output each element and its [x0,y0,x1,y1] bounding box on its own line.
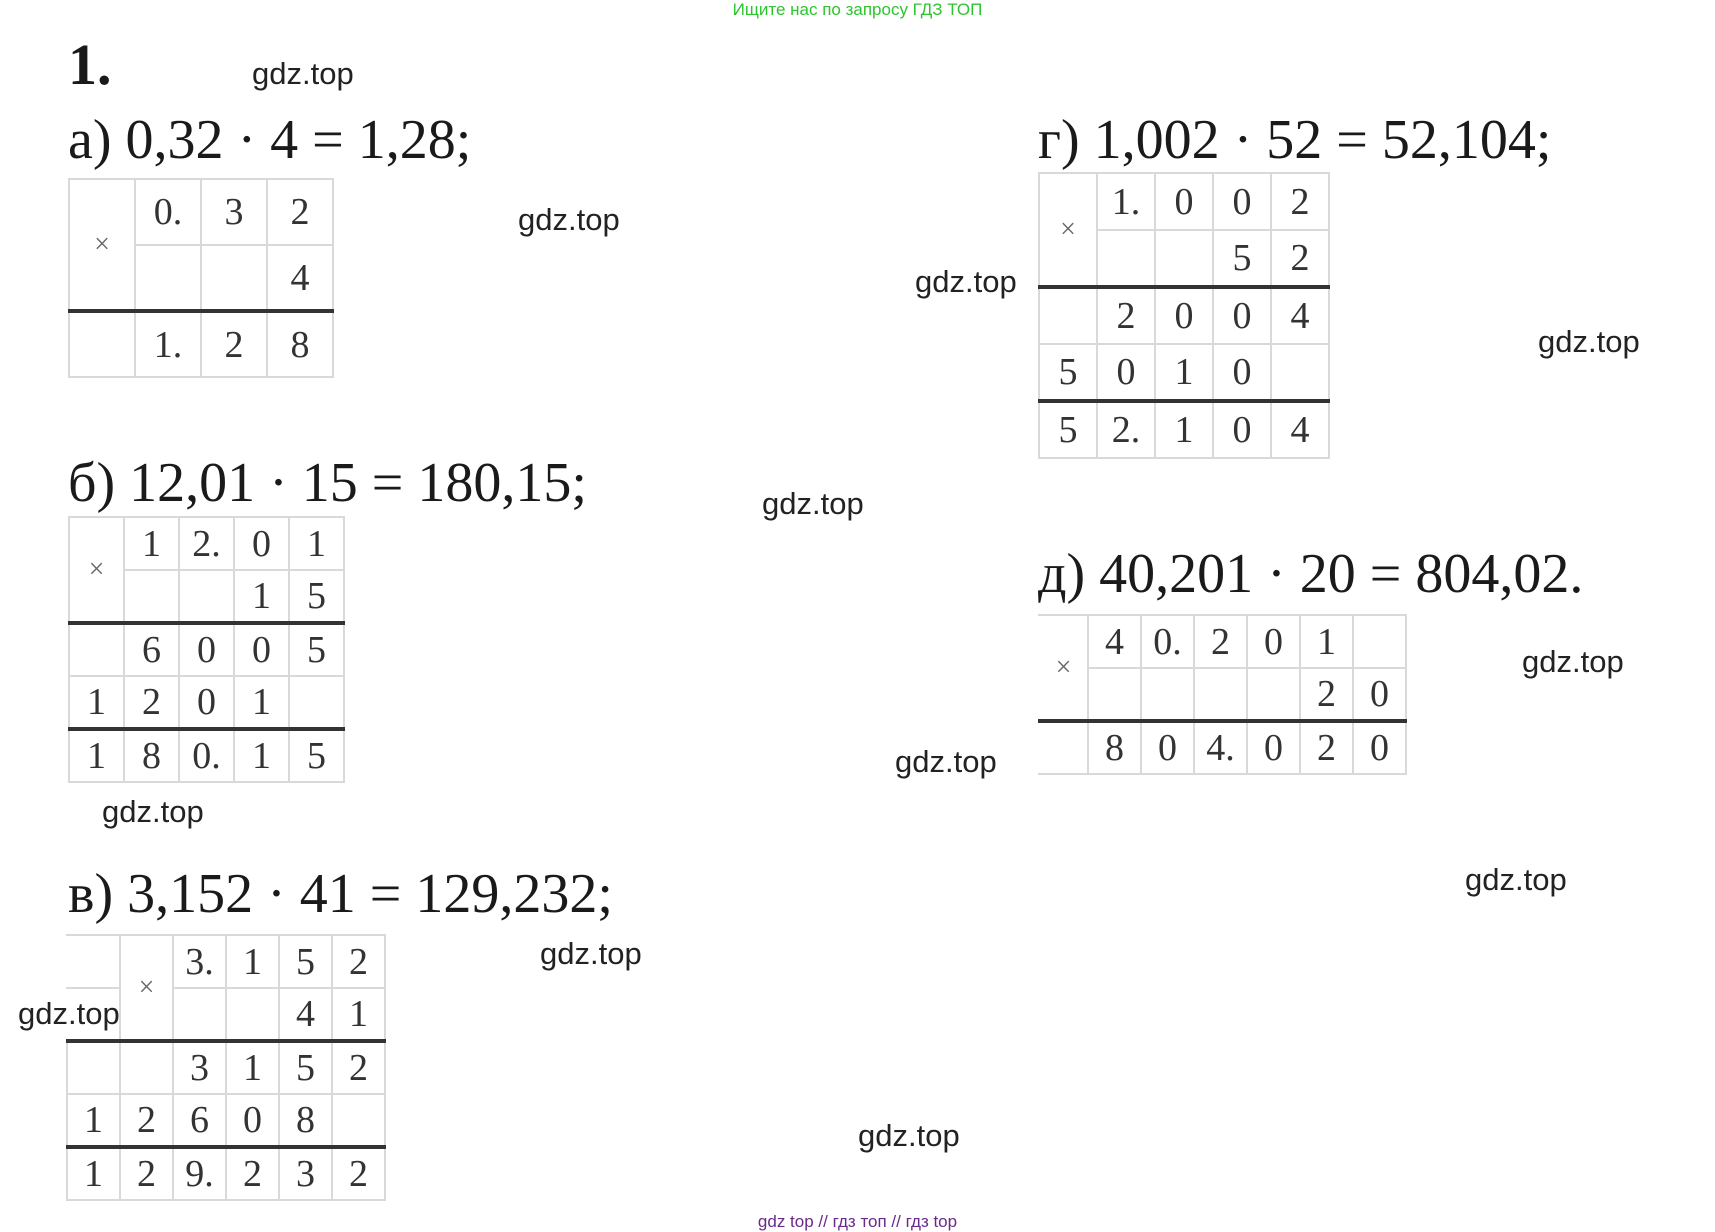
digit-cell [226,988,279,1041]
digit-cell: 0 [1353,668,1406,721]
digit-cell: 0 [234,623,289,676]
digit-cell: 1 [1155,401,1213,458]
multiply-sign: × [120,935,173,1041]
watermark: gdz.top [1465,862,1567,897]
multiplication-table-a [68,178,334,378]
digit-cell: 1. [135,311,201,377]
digit-cell: 0 [226,1094,279,1147]
watermark: gdz.top [252,56,354,91]
digit-cell: 8 [1088,721,1141,774]
digit-cell: 0 [1141,721,1194,774]
digit-cell: 5 [289,623,344,676]
digit-cell: 4 [1271,287,1329,344]
digit-cell: 9. [173,1147,226,1200]
digit-cell: 3 [173,1041,226,1094]
digit-cell: 8 [124,729,179,782]
digit-cell: 1 [234,570,289,623]
digit-cell: 2 [332,1147,385,1200]
digit-cell: 1 [226,935,279,988]
digit-cell [1141,668,1194,721]
multiply-sign: × [69,517,124,623]
digit-cell: 1 [234,729,289,782]
digit-cell [1097,230,1155,287]
digit-cell: 1 [1300,615,1353,668]
watermark: gdz.top [1522,644,1624,679]
digit-cell: 0. [179,729,234,782]
digit-cell: 1 [332,988,385,1041]
digit-cell: 3. [173,935,226,988]
digit-cell: 6 [173,1094,226,1147]
digit-cell: 0 [1247,615,1300,668]
multiplication-table-g [1038,172,1330,459]
digit-cell: 0 [1213,173,1271,230]
digit-cell: 2. [1097,401,1155,458]
digit-cell: 1 [67,1094,120,1147]
digit-cell [120,1041,173,1094]
digit-cell: 1 [234,676,289,729]
digit-cell: 0. [1141,615,1194,668]
digit-cell: 4 [1271,401,1329,458]
digit-cell: 0 [1213,287,1271,344]
watermark: gdz.top [102,794,204,829]
digit-cell: 2 [1271,173,1329,230]
digit-cell: 1 [67,1147,120,1200]
digit-cell: 0 [1155,287,1213,344]
digit-cell: 5 [279,1041,332,1094]
digit-cell [179,570,234,623]
multiplication-table-v [66,934,386,1201]
digit-cell: 5 [1039,401,1097,458]
digit-cell [67,1041,120,1094]
digit-cell: 2. [179,517,234,570]
digit-cell: 5 [279,935,332,988]
digit-cell: 1 [69,676,124,729]
digit-cell: 2 [120,1147,173,1200]
digit-cell [1271,344,1329,401]
equation-a: а) 0,32 · 4 = 1,28; [68,109,472,171]
digit-cell [173,988,226,1041]
digit-cell: 4 [267,245,333,311]
digit-cell: 5 [289,570,344,623]
digit-cell [1247,668,1300,721]
digit-cell: 2 [120,1094,173,1147]
digit-cell [1088,668,1141,721]
digit-cell [124,570,179,623]
digit-cell: 2 [1300,721,1353,774]
digit-cell: 0 [1247,721,1300,774]
digit-cell [135,245,201,311]
digit-cell: 4 [279,988,332,1041]
digit-cell: 0 [1097,344,1155,401]
watermark: gdz.top [915,264,1017,299]
digit-cell: 2 [226,1147,279,1200]
digit-cell [332,1094,385,1147]
digit-cell: 2 [124,676,179,729]
watermark: gdz.top [762,486,864,521]
digit-cell [289,676,344,729]
digit-cell: 0 [179,623,234,676]
equation-v: в) 3,152 · 41 = 129,232; [68,863,613,925]
equation-d: д) 40,201 · 20 = 804,02. [1038,543,1584,605]
digit-cell: 1 [1155,344,1213,401]
digit-cell [67,935,120,988]
digit-cell: 4. [1194,721,1247,774]
digit-cell: 8 [279,1094,332,1147]
digit-cell: 0 [234,517,289,570]
digit-cell: 0 [1155,173,1213,230]
watermark: gdz.top [518,202,620,237]
digit-cell: 5 [1039,344,1097,401]
footer-note: gdz top // гдз топ // гдз top [757,1212,958,1231]
watermark: gdz.top [895,744,997,779]
digit-cell [1039,721,1088,774]
search-hint: Ищите нас по запросу ГДЗ ТОП [732,0,983,19]
digit-cell: 0 [1353,721,1406,774]
digit-cell: 2 [1271,230,1329,287]
digit-cell [69,311,135,377]
digit-cell [1155,230,1213,287]
digit-cell: 0 [179,676,234,729]
digit-cell: 0 [1213,401,1271,458]
digit-cell: 1. [1097,173,1155,230]
digit-cell: 2 [267,179,333,245]
multiplication-table-d [1038,614,1407,775]
digit-cell: 0. [135,179,201,245]
digit-cell: 8 [267,311,333,377]
digit-cell: 2 [1300,668,1353,721]
digit-cell [201,245,267,311]
equation-g: г) 1,002 · 52 = 52,104; [1038,109,1552,171]
multiply-sign: × [69,179,135,311]
watermark: gdz.top [18,996,120,1031]
watermark: gdz.top [858,1118,960,1153]
digit-cell: 1 [124,517,179,570]
digit-cell: 4 [1088,615,1141,668]
digit-cell: 6 [124,623,179,676]
equation-b: б) 12,01 · 15 = 180,15; [68,452,587,514]
digit-cell: 0 [1213,344,1271,401]
multiply-sign: × [1039,173,1097,287]
digit-cell: 1 [289,517,344,570]
digit-cell: 2 [201,311,267,377]
digit-cell [1039,287,1097,344]
problem-number: 1. [68,32,112,97]
digit-cell [1353,615,1406,668]
watermark: gdz.top [1538,324,1640,359]
digit-cell: 1 [69,729,124,782]
digit-cell [1194,668,1247,721]
digit-cell: 2 [1194,615,1247,668]
digit-cell: 2 [332,1041,385,1094]
digit-cell [69,623,124,676]
digit-cell: 5 [1213,230,1271,287]
multiply-sign: × [1039,615,1088,721]
digit-cell: 5 [289,729,344,782]
multiplication-table-b [68,516,345,783]
digit-cell: 2 [332,935,385,988]
digit-cell: 3 [279,1147,332,1200]
digit-cell: 1 [226,1041,279,1094]
watermark: gdz.top [540,936,642,971]
digit-cell: 2 [1097,287,1155,344]
digit-cell: 3 [201,179,267,245]
